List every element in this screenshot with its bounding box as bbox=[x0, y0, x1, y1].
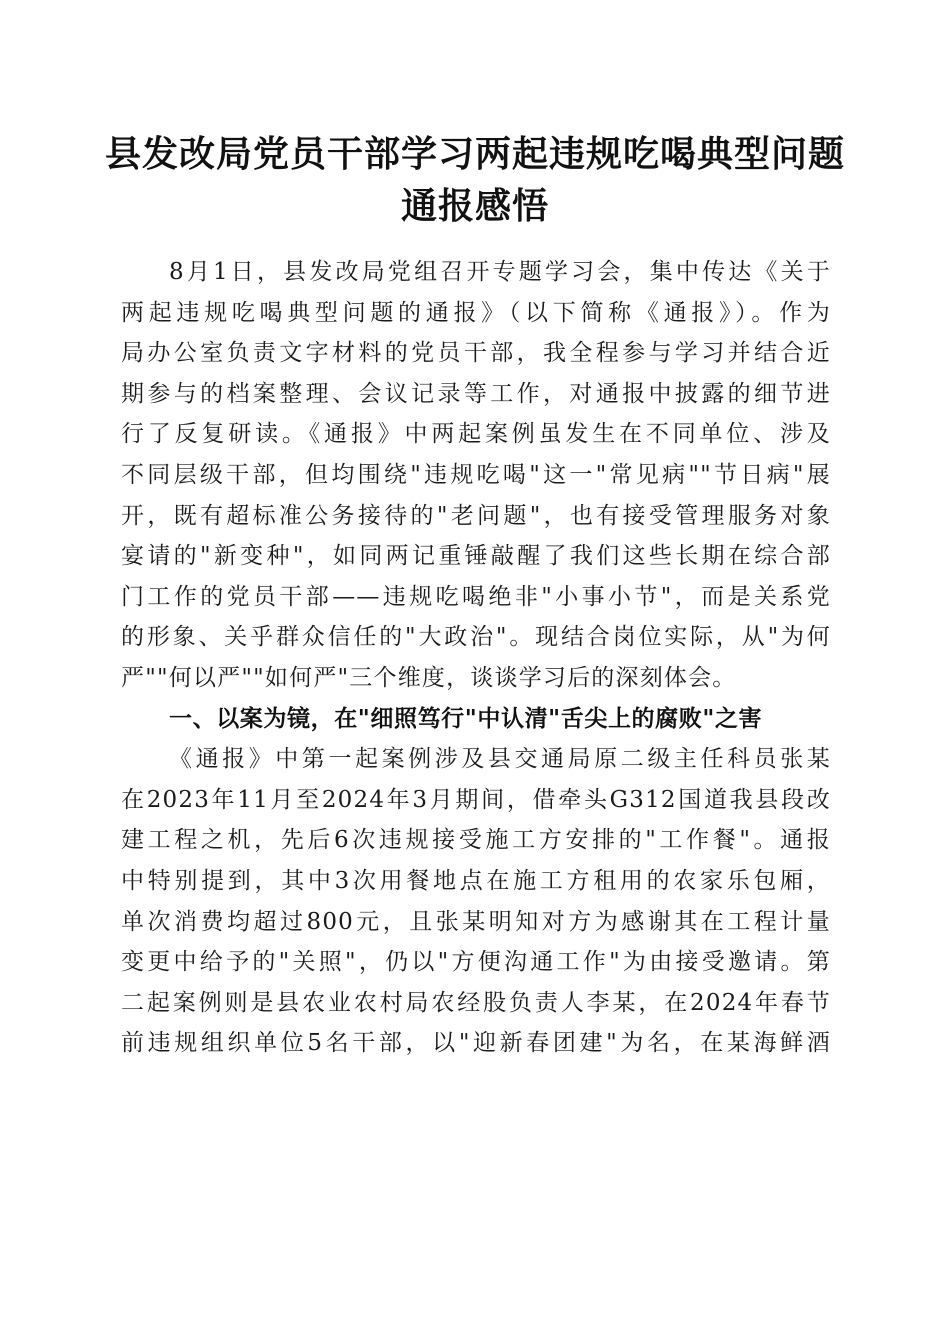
text-line: 在2023年11月至2024年3月期间，借牵头G312国道我县段改 bbox=[121, 786, 831, 813]
text-line: 8月1日，县发改局党组召开专题学习会，集中传达《关于 bbox=[169, 259, 831, 285]
text-line: 不同层级干部，但均围绕"违规吃喝"这一"常见病""节日病"展 bbox=[121, 461, 831, 488]
document-body bbox=[121, 252, 831, 1064]
text-line: 期参与的档案整理、会议记录等工作，对通报中披露的细节进 bbox=[121, 380, 831, 407]
text-line: 单次消费均超过800元，且张某明知对方为感谢其在工程计量 bbox=[121, 908, 831, 935]
text-line: 的形象、关乎群众信任的"大政治"。现结合岗位实际，从"为何 bbox=[121, 624, 831, 651]
text-line: 门工作的党员干部——违规吃喝绝非"小事小节"，而是关系党 bbox=[121, 583, 831, 610]
text-line: 行了反复研读。《通报》中两起案例虽发生在不同单位、涉及 bbox=[121, 421, 831, 448]
title-line-2: 通报感悟 bbox=[400, 185, 549, 227]
text-line: 前违规组织单位5名干部，以"迎新春团建"为名，在某海鲜酒 bbox=[121, 1030, 831, 1057]
document-title bbox=[100, 128, 850, 232]
text-line: 两起违规吃喝典型问题的通报》（以下简称《通报》）。作为 bbox=[121, 299, 831, 326]
paragraph-cases bbox=[121, 739, 831, 1064]
text-line: 二起案例则是县农业农村局农经股负责人李某，在2024年春节 bbox=[121, 989, 831, 1016]
text-line: 严""何以严""如何严"三个维度，谈谈学习后的深刻体会。 bbox=[121, 664, 737, 691]
text-line: 中特别提到，其中3次用餐地点在施工方租用的农家乐包厢， bbox=[121, 867, 831, 894]
text-line: 开，既有超标准公务接待的"老问题"，也有接受管理服务对象 bbox=[121, 502, 831, 529]
text-line: 宴请的"新变种"，如同两记重锤敲醒了我们这些长期在综合部 bbox=[121, 543, 831, 570]
text-line: 局办公室负责文字材料的党员干部，我全程参与学习并结合近 bbox=[121, 340, 831, 367]
section-heading-1: 一、以案为镜，在"细照笃行"中认清"舌尖上的腐败"之害 bbox=[169, 705, 763, 732]
text-line: 建工程之机，先后6次违规接受施工方安排的"工作餐"。通报 bbox=[121, 827, 831, 854]
text-line: 《通报》中第一起案例涉及县交通局原二级主任科员张某 bbox=[169, 746, 831, 773]
text-line: 变更中给予的"关照"，仍以"方便沟通工作"为由接受邀请。第 bbox=[121, 949, 831, 976]
title-line-1: 县发改局党员干部学习两起违规吃喝典型问题 bbox=[104, 133, 845, 175]
paragraph-intro bbox=[121, 252, 831, 699]
